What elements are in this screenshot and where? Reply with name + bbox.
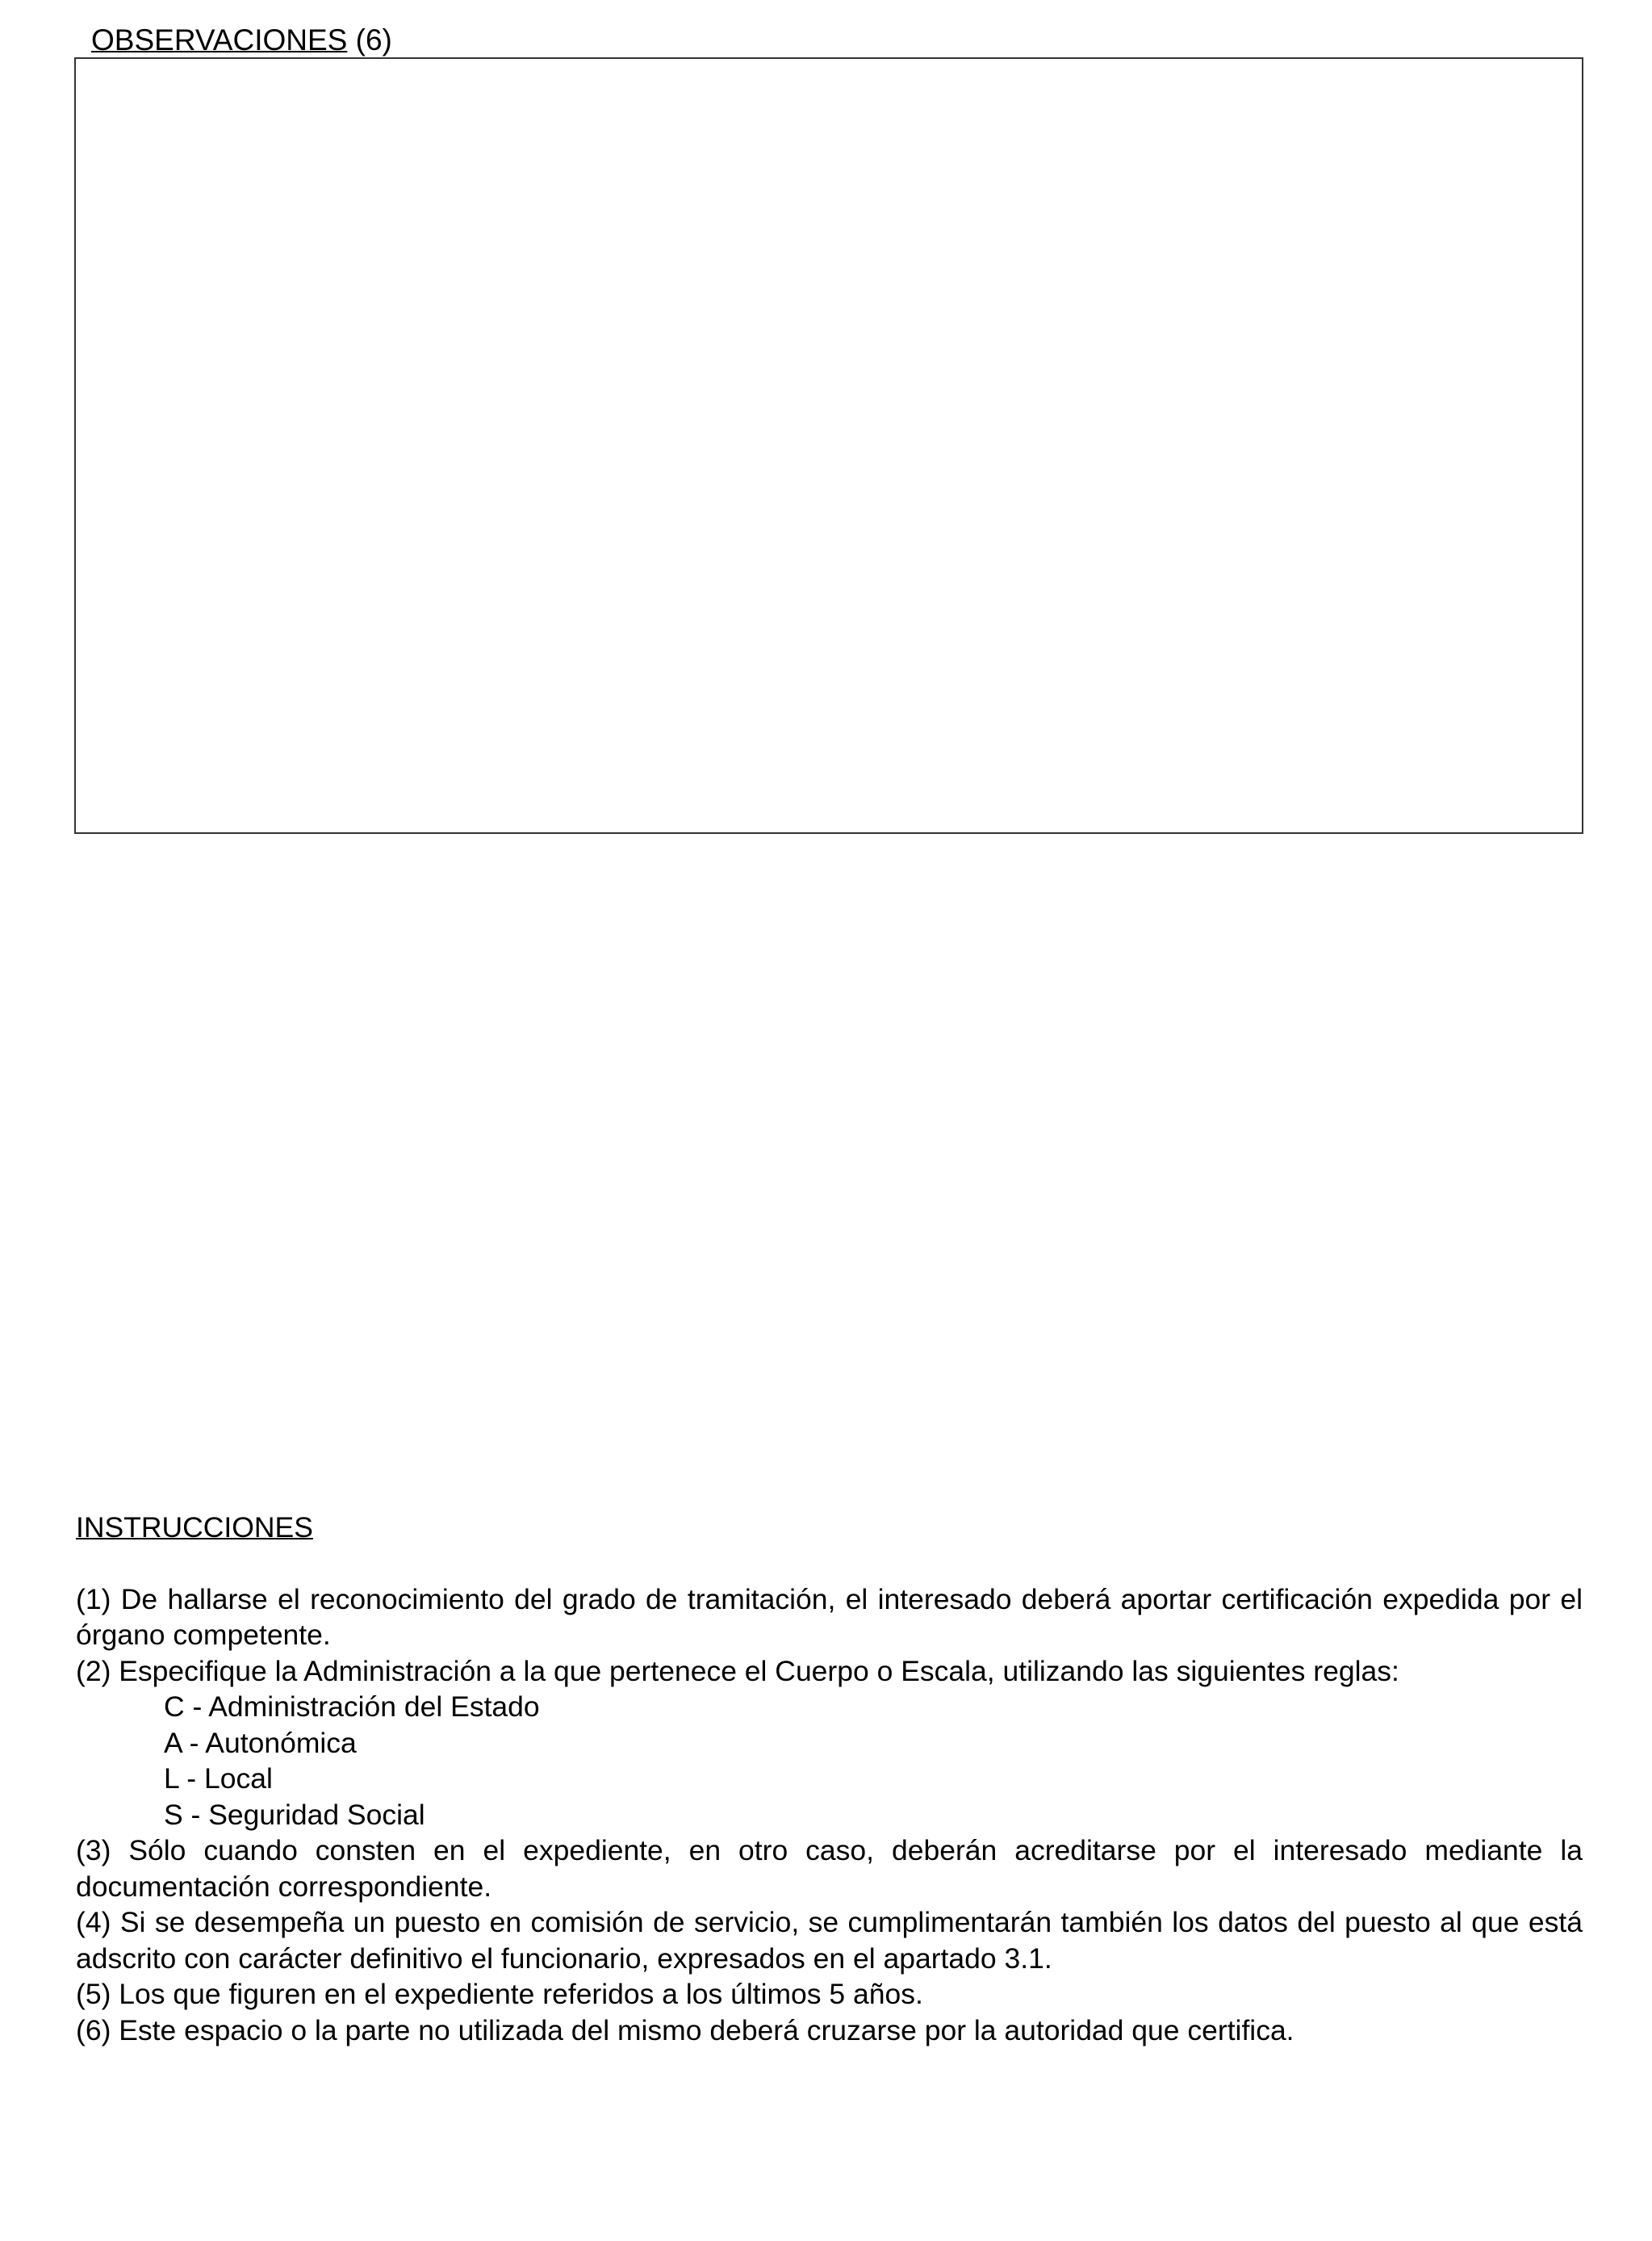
observaciones-heading — [91, 23, 392, 58]
rule-l: L - Local — [164, 1762, 273, 1795]
observaciones-box[interactable] — [74, 57, 1583, 834]
rule-c: C - Administración del Estado — [164, 1690, 540, 1723]
rule-s: S - Seguridad Social — [164, 1798, 425, 1831]
instruction-item-4: (4) Si se desempeña un puesto en comisión de servicio, se cumplimentarán también los datos del puesto al que está adscrito con carácter definitivo el funcionario, expresados en el apartado 3.1. — [76, 1906, 1583, 1975]
observaciones-title: OBSERVACIONES — [91, 23, 348, 57]
instruction-item-1: (1) De hallarse el reconocimiento del grado de tramitación, el interesado deberá aportar certificación expedida por el órgano competente. — [76, 1582, 1583, 1651]
instruction-item-3: (3) Sólo cuando consten en el expediente, en otro caso, deberán acreditarse por el interesado mediante la documentación correspondiente. — [76, 1834, 1583, 1903]
instruction-item-2: (2) Especifique la Administración a la que pertenece el Cuerpo o Escala, utilizando las siguientes reglas: — [76, 1654, 1399, 1687]
instruction-item-5: (5) Los que figuren en el expediente referidos a los últimos 5 años. — [76, 1978, 923, 2010]
instrucciones-section — [76, 1510, 1583, 2048]
rule-a: A - Autonómica — [164, 1726, 357, 1759]
observaciones-note-ref: (6) — [355, 23, 392, 57]
instrucciones-title: INSTRUCCIONES — [76, 1511, 313, 1544]
instruction-item-6: (6) Este espacio o la parte no utilizada del mismo deberá cruzarse por la autoridad que certifica. — [76, 2013, 1294, 2046]
